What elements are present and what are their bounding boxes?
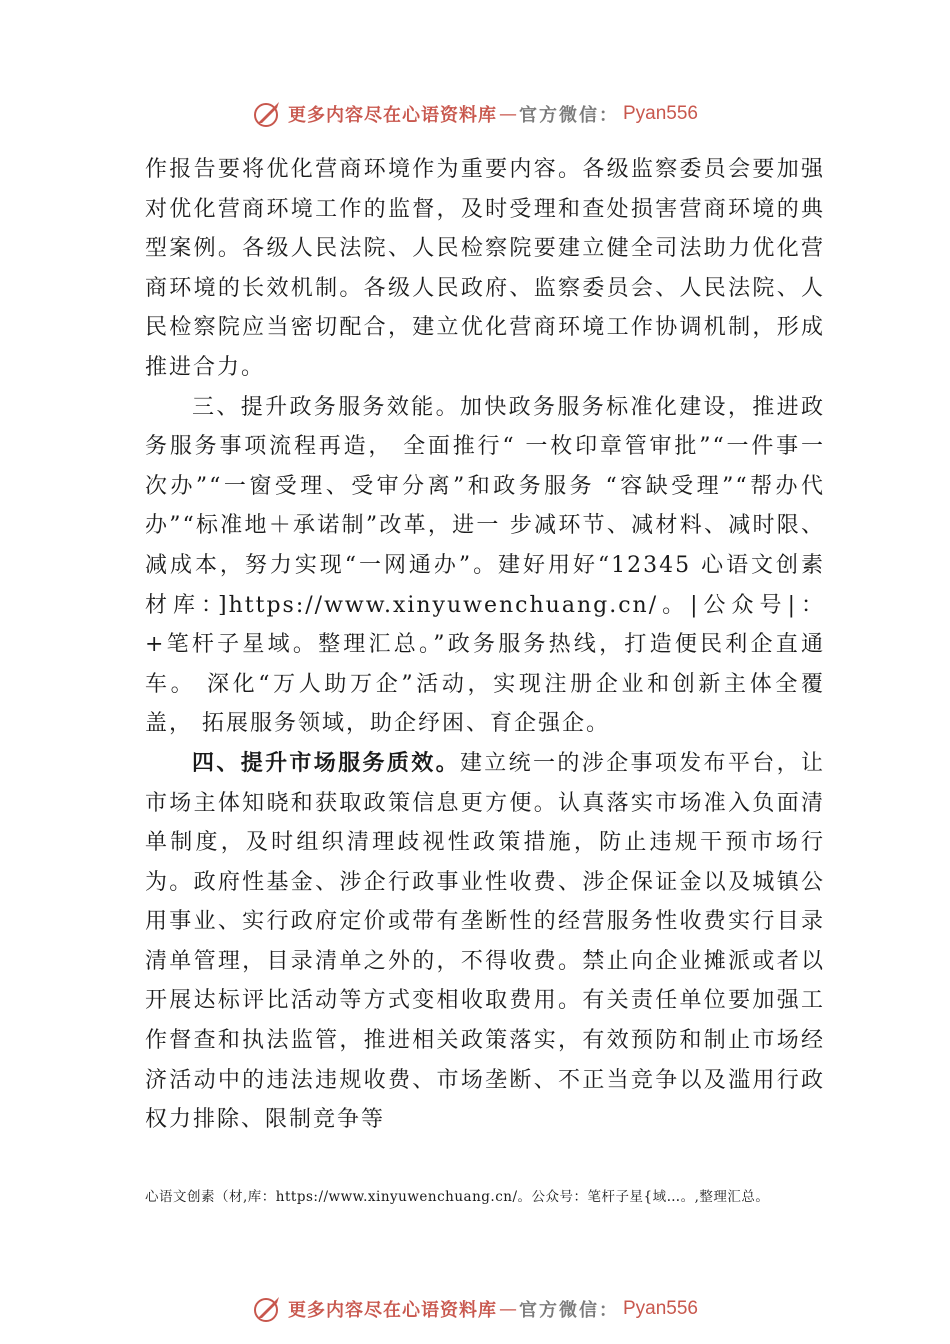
- paragraph-3-body: 建立统一的涉企事项发布平台，让市场主体知晓和获取政策信息更方便。认真落实市场准入负面清单制度，及时组织清理歧视性政策措施，防止违规干预市场行为。政府性基金、涉企行政事业性收费、涉企保证金以及城镇公用事业、实行政府定价或带有垄断性的经营服务性收费实行目录清单管理，目录清单之外的，不得收费。禁止向企业摊派或者以开展达标评比活动等方式变相收取费用。有关责任单位要加强工作督查和执法监管，推进相关政策落实，有效预防和制止市场经济活动中的违法违规收费、市场垄断、不正当竞争以及滥用行政权力排除、限制竞争等: [145, 750, 825, 1133]
- quill-logo-icon: [252, 1294, 282, 1324]
- document-body: [145, 150, 825, 1140]
- quill-logo-icon: [252, 99, 282, 129]
- paragraph-2: 三、提升政务服务效能。加快政务服务标准化建设，推进政务服务事项流程再造， 全面推行“ 一枚印章管审批”“一件事一次办”“一窗受理、受审分离”和政务服务 “容缺受理”“帮办代办”“标准地＋承诺制”改革，进一 步减环节、减材料、减时限、减成本，努力实现“一网通办”。建好用好“12345 心语文创素材库：]https://www.xinyuwenchuang.cn/。|公众号|：+笔杆子星域。整理汇总。”政务服务热线，打造便民利企直通车。 深化“万人助万企”活动，实现注册企业和创新主体全覆盖， 拓展服务领域，助企纾困、育企强企。: [145, 394, 825, 737]
- banner-wechat-label: 官方微信：: [518, 105, 619, 126]
- footer-note: 心语文创素（材,库：https://www.xinyuwenchuang.cn/。公众号：笔杆子星{域…。,整理汇总。: [145, 1189, 770, 1205]
- banner-wechat-id: Pyan556: [622, 103, 698, 124]
- paragraph-3: [145, 744, 825, 1140]
- footer-banner: [0, 1289, 950, 1329]
- banner-wechat-label: 官方微信：: [518, 1300, 619, 1321]
- banner-wechat-id: Pyan556: [622, 1298, 698, 1319]
- banner-dash: —: [498, 1298, 517, 1320]
- banner-title: 更多内容尽在心语资料库: [287, 1300, 497, 1321]
- section-heading: 四、提升市场服务质效。: [192, 750, 460, 776]
- paragraph-1: 作报告要将优化营商环境作为重要内容。各级监察委员会要加强对优化营商环境工作的监督，及时受理和查处损害营商环境的典型案例。各级人民法院、人民检察院要建立健全司法助力优化营商环境的长效机制。各级人民政府、监察委员会、人民法院、人民检察院应当密切配合，建立优化营商环境工作协调机制，形成推进合力。: [145, 157, 825, 380]
- banner-title: 更多内容尽在心语资料库: [287, 105, 497, 126]
- banner-dash: —: [498, 103, 517, 125]
- header-banner: [0, 94, 950, 134]
